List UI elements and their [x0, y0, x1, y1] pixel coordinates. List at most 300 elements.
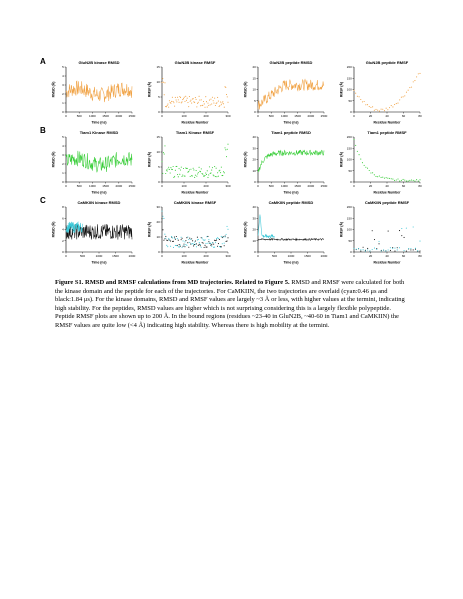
y-tick-label: 100	[346, 227, 352, 232]
series-point	[216, 102, 217, 103]
series-point	[168, 167, 169, 168]
series-point-cyan	[226, 226, 227, 227]
series-point-cyan	[220, 247, 221, 248]
series-point	[167, 168, 168, 169]
y-tick-label: 10	[252, 238, 256, 243]
series-point	[164, 82, 165, 83]
series-point	[227, 102, 228, 103]
y-tick-label: 2	[62, 238, 64, 243]
x-axis-label: Residue Number	[181, 190, 209, 195]
series-point-cyan	[218, 238, 219, 239]
series-point-cyan	[197, 239, 198, 240]
x-axis-label: Residue Number	[373, 260, 401, 265]
y-tick-label: 0	[62, 110, 64, 114]
x-tick-label: 1000	[89, 114, 96, 118]
y-tick-label: 30	[252, 216, 256, 221]
x-axis-label: Time (ns)	[91, 190, 107, 195]
series-point	[204, 175, 205, 176]
series-point-cyan	[410, 248, 411, 249]
series-point-black	[227, 237, 228, 238]
y-axis-label: RMSF (Å)	[339, 221, 344, 238]
series-point-cyan	[205, 243, 206, 244]
series-point	[416, 76, 417, 77]
series-point-cyan	[226, 234, 227, 235]
series-point-cyan	[374, 248, 375, 249]
series-point-cyan	[200, 244, 201, 245]
series-point	[190, 169, 191, 170]
series-point	[193, 168, 194, 169]
chart-title: Tiam1 peptide RMSF	[367, 130, 407, 135]
series-point	[177, 97, 178, 98]
y-tick-label: 3	[62, 153, 64, 157]
series-point	[364, 165, 365, 166]
series-point	[386, 177, 387, 178]
series-point	[224, 172, 225, 173]
x-tick-label: 0	[161, 184, 163, 188]
series-point-black	[177, 245, 178, 246]
series-point	[353, 139, 354, 140]
series-point	[219, 105, 220, 106]
series-point-cyan	[383, 250, 384, 251]
series-point	[364, 101, 365, 102]
series-point-black	[187, 242, 188, 243]
y-tick-label: 50	[348, 98, 352, 103]
series-point	[419, 179, 420, 180]
series-point-black	[164, 238, 165, 239]
series-point	[172, 169, 173, 170]
series-point	[199, 96, 200, 97]
series-point-cyan	[178, 246, 179, 247]
series-point-cyan	[404, 250, 405, 251]
series-point	[185, 96, 186, 97]
chart-title: CaMKIIN kinase RMSF	[173, 200, 217, 205]
series-point	[217, 97, 218, 98]
series-line	[258, 150, 324, 172]
series-point	[418, 181, 419, 182]
y-axis-label: RMSF (Å)	[339, 151, 344, 168]
series-point	[167, 105, 168, 106]
y-tick-label: 40	[252, 205, 256, 209]
chart-title: GluN2B peptide RMSF	[365, 60, 409, 65]
series-point	[403, 179, 404, 180]
series-point	[173, 101, 174, 102]
series-point	[167, 104, 168, 105]
chart-1-1	[50, 59, 136, 125]
x-tick-label: 500	[268, 114, 274, 118]
series-point-cyan	[185, 244, 186, 245]
series-point	[222, 102, 223, 103]
series-point-black	[172, 241, 173, 242]
y-tick-label: 15	[156, 65, 160, 69]
series-point	[188, 171, 189, 172]
series-point	[217, 172, 218, 173]
x-tick-label: 100	[181, 114, 187, 118]
y-axis-label: RMSD (Å)	[243, 151, 248, 168]
x-tick-label: 1500	[294, 114, 301, 118]
series-point	[176, 166, 177, 167]
series-point-cyan	[192, 243, 193, 244]
series-point-black	[397, 247, 398, 248]
series-point	[222, 175, 223, 176]
series-point-cyan	[401, 228, 402, 229]
series-point	[170, 103, 171, 104]
series-point-cyan	[184, 241, 185, 242]
series-point	[227, 144, 228, 145]
panel-letter-c: C	[40, 196, 46, 205]
series-point-black	[189, 238, 190, 239]
x-axis-label: Residue Number	[373, 190, 401, 195]
series-point	[162, 78, 163, 79]
chart-3-1	[50, 199, 136, 265]
series-point-cyan	[177, 238, 178, 239]
y-tick-label: 0	[254, 110, 256, 114]
series-point-cyan	[394, 247, 395, 248]
chart-2-2	[146, 129, 232, 195]
series-point	[392, 106, 393, 107]
series-point-cyan	[193, 244, 194, 245]
series-point	[193, 98, 194, 99]
series-point-cyan	[172, 237, 173, 238]
y-tick-label: 5	[158, 95, 160, 99]
series-point	[193, 169, 194, 170]
series-point	[221, 167, 222, 168]
series-point	[408, 90, 409, 91]
series-point	[367, 168, 368, 169]
series-point	[175, 97, 176, 98]
series-point-cyan	[202, 238, 203, 239]
series-point-black	[161, 218, 162, 219]
series-point-cyan	[388, 249, 389, 250]
x-tick-label: 1000	[281, 184, 288, 188]
series-line	[258, 79, 324, 109]
series-point	[166, 106, 167, 107]
series-point	[204, 107, 205, 108]
series-point	[377, 176, 378, 177]
series-point-cyan	[198, 239, 199, 240]
series-point-black	[191, 238, 192, 239]
series-point	[219, 170, 220, 171]
x-tick-label: 0	[257, 184, 259, 188]
series-point	[389, 107, 390, 108]
series-point	[189, 169, 190, 170]
series-point-cyan	[219, 246, 220, 247]
chart-1-4	[338, 59, 424, 125]
series-point	[204, 103, 205, 104]
series-point-cyan	[224, 243, 225, 244]
series-point-black	[175, 239, 176, 240]
series-point	[164, 145, 165, 146]
chart-title: GluN2B kinase RMSF	[174, 60, 216, 65]
series-point	[168, 107, 169, 108]
series-point	[362, 162, 363, 163]
series-point-cyan	[166, 245, 167, 246]
y-tick-label: 0	[254, 180, 256, 184]
y-tick-label: 40	[252, 135, 256, 139]
series-point	[183, 168, 184, 169]
x-tick-label: 200	[203, 184, 209, 188]
y-tick-label: 0	[158, 250, 160, 254]
y-tick-label: 8	[62, 205, 64, 209]
series-point-cyan	[221, 236, 222, 237]
series-point	[174, 106, 175, 107]
series-point-cyan	[419, 241, 420, 242]
y-tick-label: 15	[156, 135, 160, 139]
series-point-cyan	[187, 236, 188, 237]
x-tick-label: 0	[161, 254, 163, 258]
y-tick-label: 4	[62, 227, 64, 232]
x-tick-label: 2500	[128, 184, 136, 188]
series-point-cyan	[210, 243, 211, 244]
series-point	[167, 170, 168, 171]
y-axis-label: RMSD (Å)	[51, 81, 56, 98]
x-tick-label: 300	[225, 184, 231, 188]
series-point-black	[211, 244, 212, 245]
series-point	[176, 101, 177, 102]
series-point-cyan	[358, 248, 359, 249]
x-axis-label: Time (ns)	[283, 260, 299, 265]
series-point	[202, 105, 203, 106]
series-point-cyan	[376, 249, 377, 250]
series-point-black	[219, 239, 220, 240]
series-point-cyan	[194, 241, 195, 242]
series-point	[394, 104, 395, 105]
series-point-cyan	[215, 242, 216, 243]
x-tick-label: 200	[203, 254, 209, 258]
series-point-black	[206, 247, 207, 248]
x-tick-label: 80	[418, 114, 422, 118]
series-point	[187, 102, 188, 103]
series-point	[220, 172, 221, 173]
series-point-black	[376, 248, 377, 249]
series-point-cyan	[227, 229, 228, 230]
series-point-black	[163, 240, 164, 241]
series-point-cyan	[195, 244, 196, 245]
series-point-cyan	[168, 238, 169, 239]
y-axis-label: RMSD (Å)	[51, 151, 56, 168]
series-point-cyan	[225, 236, 226, 237]
x-axis-label: Residue Number	[181, 260, 209, 265]
series-point-cyan	[408, 248, 409, 249]
x-tick-label: 2000	[307, 114, 315, 118]
series-point	[206, 174, 207, 175]
y-tick-label: 1	[62, 171, 64, 175]
series-point-cyan	[196, 246, 197, 247]
series-point-cyan	[169, 239, 170, 240]
series-point-cyan	[360, 249, 361, 250]
y-tick-label: 0	[350, 250, 352, 254]
series-point-black	[226, 240, 227, 241]
x-tick-label: 100	[181, 184, 187, 188]
y-tick-label: 20	[252, 65, 256, 69]
y-tick-label: 10	[252, 168, 256, 173]
series-point	[184, 176, 185, 177]
x-tick-label: 0	[65, 114, 67, 118]
series-point	[414, 80, 415, 81]
series-point-black	[419, 251, 420, 252]
series-point	[212, 97, 213, 98]
series-point	[184, 97, 185, 98]
series-point	[408, 181, 409, 182]
series-point	[226, 156, 227, 157]
x-tick-label: 1000	[281, 114, 288, 118]
series-point	[206, 101, 207, 102]
panel-letter-a: A	[40, 57, 46, 66]
x-tick-label: 1000	[287, 254, 295, 258]
y-tick-label: 50	[348, 238, 352, 243]
series-point-black	[216, 240, 217, 241]
panel-letter-b: B	[40, 126, 46, 135]
series-point	[226, 94, 227, 95]
series-point	[357, 151, 358, 152]
series-point	[179, 102, 180, 103]
series-point	[399, 99, 400, 100]
series-point-cyan	[216, 238, 217, 239]
series-point-black	[378, 243, 379, 244]
series-point	[169, 169, 170, 170]
series-point	[203, 101, 204, 102]
series-point	[396, 179, 397, 180]
series-point-cyan	[204, 239, 205, 240]
x-axis-label: Residue Number	[181, 120, 209, 125]
series-point	[198, 172, 199, 173]
series-point	[367, 104, 368, 105]
series-point-cyan	[212, 242, 213, 243]
series-point	[401, 97, 402, 98]
series-point	[384, 110, 385, 111]
series-point-cyan	[363, 249, 364, 250]
series-point	[207, 170, 208, 171]
series-point-cyan	[173, 247, 174, 248]
series-point	[369, 106, 370, 107]
y-tick-label: 3	[62, 83, 64, 87]
series-point-cyan	[182, 240, 183, 241]
y-tick-label: 10	[156, 150, 160, 154]
series-point-black	[194, 244, 195, 245]
series-point-cyan	[207, 243, 208, 244]
series-point-black	[208, 241, 209, 242]
x-tick-label: 40	[385, 254, 389, 258]
series-point	[183, 98, 184, 99]
series-point	[222, 101, 223, 102]
series-point-black	[226, 241, 227, 242]
series-point	[218, 101, 219, 102]
series-point	[214, 166, 215, 167]
series-point-cyan	[372, 249, 373, 250]
series-point	[199, 167, 200, 168]
series-point-black	[188, 247, 189, 248]
series-point	[178, 99, 179, 100]
series-point-black	[210, 245, 211, 246]
series-point	[416, 179, 417, 180]
series-point	[194, 102, 195, 103]
series-point	[190, 101, 191, 102]
series-point	[403, 96, 404, 97]
series-point-black	[394, 251, 395, 252]
series-point	[396, 103, 397, 104]
series-point	[198, 102, 199, 103]
series-point	[202, 174, 203, 175]
y-axis-label: RMSD (Å)	[243, 81, 248, 98]
series-point-black	[193, 245, 194, 246]
series-point-black	[179, 244, 180, 245]
series-point-black	[218, 243, 219, 244]
chart-title: Tiam1 Kinase RMSD	[79, 130, 119, 135]
series-point	[210, 104, 211, 105]
series-point	[187, 168, 188, 169]
y-tick-label: 150	[346, 76, 352, 81]
series-point	[223, 103, 224, 104]
x-tick-label: 2500	[320, 184, 328, 188]
series-point	[173, 177, 174, 178]
x-tick-label: 0	[161, 114, 163, 118]
series-point	[370, 172, 371, 173]
series-line	[66, 81, 132, 102]
series-point-black	[192, 240, 193, 241]
series-point-cyan	[186, 245, 187, 246]
series-point	[362, 101, 363, 102]
series-point	[200, 171, 201, 172]
series-point	[178, 176, 179, 177]
series-point-cyan	[171, 236, 172, 237]
x-axis-label: Time (ns)	[91, 120, 107, 125]
series-point	[359, 96, 360, 97]
series-point	[177, 174, 178, 175]
series-point-cyan	[392, 248, 393, 249]
series-point	[355, 145, 356, 146]
y-axis-label: RMSF (Å)	[147, 81, 152, 98]
series-point	[221, 104, 222, 105]
series-point-black	[413, 249, 414, 250]
x-tick-label: 500	[76, 184, 82, 188]
series-point	[387, 178, 388, 179]
chart-1-3	[242, 59, 328, 125]
series-point-black	[173, 241, 174, 242]
x-tick-label: 500	[271, 254, 278, 258]
series-point-cyan	[206, 236, 207, 237]
series-point	[379, 111, 380, 112]
series-point-black	[390, 250, 391, 251]
series-point-cyan	[353, 248, 354, 249]
x-tick-label: 0	[257, 254, 259, 258]
series-point-black	[213, 244, 214, 245]
x-tick-label: 1500	[102, 114, 109, 118]
x-tick-label: 80	[418, 254, 422, 258]
series-point	[171, 101, 172, 102]
series-point-cyan	[417, 250, 418, 251]
series-point-black	[180, 246, 181, 247]
y-tick-label: 0	[350, 180, 352, 184]
series-point	[197, 173, 198, 174]
y-tick-label: 150	[346, 216, 352, 221]
series-point-cyan	[164, 234, 165, 235]
x-tick-label: 1000	[89, 184, 96, 188]
series-point-cyan	[406, 228, 407, 229]
series-point-cyan	[223, 236, 224, 237]
y-tick-label: 0	[158, 110, 160, 114]
series-point	[170, 172, 171, 173]
series-point	[360, 99, 361, 100]
series-point-black	[410, 249, 411, 250]
x-tick-label: 60	[401, 114, 406, 118]
series-point-cyan	[167, 246, 168, 247]
series-point	[196, 106, 197, 107]
series-point	[195, 175, 196, 176]
series-point	[419, 73, 420, 74]
y-tick-label: 0	[62, 250, 64, 254]
series-point-black	[203, 243, 204, 244]
series-point	[224, 147, 225, 148]
series-point-cyan	[378, 241, 379, 242]
